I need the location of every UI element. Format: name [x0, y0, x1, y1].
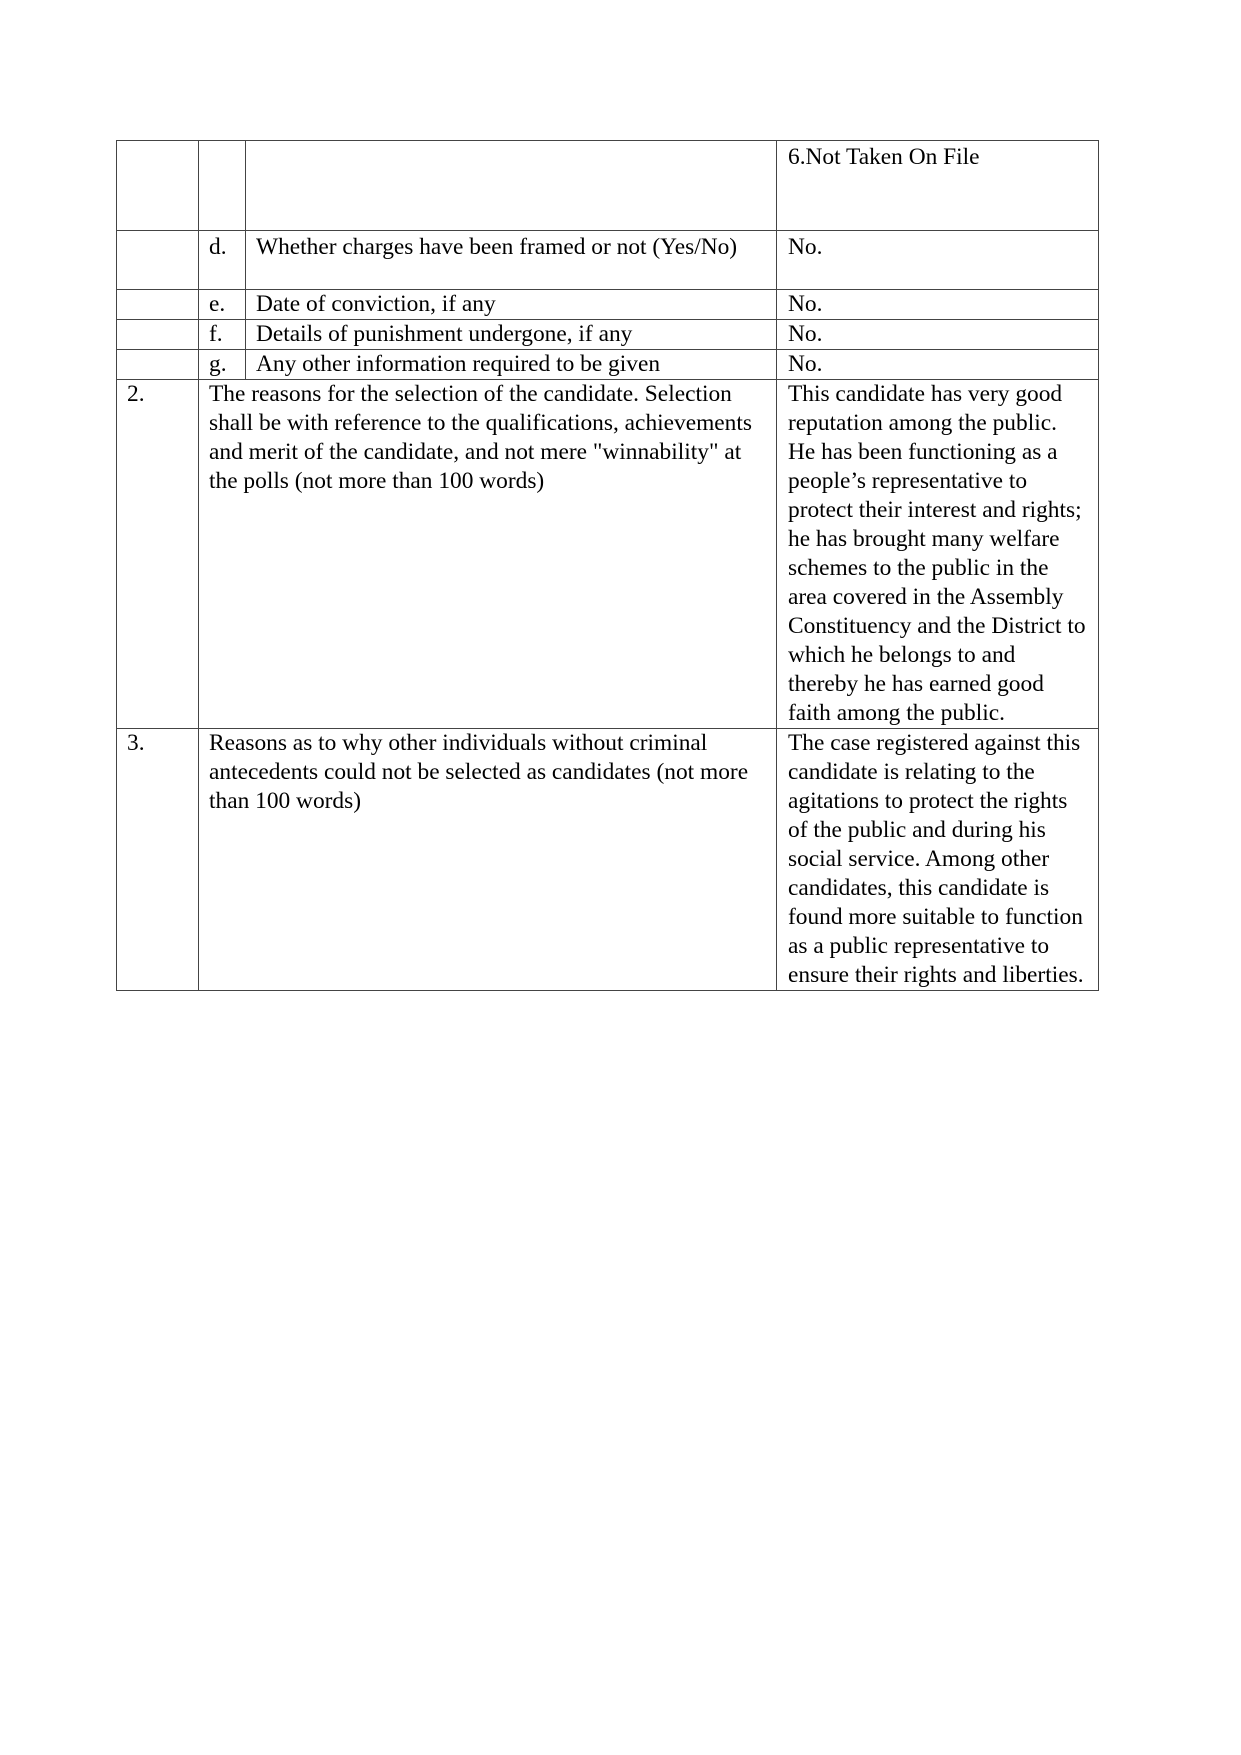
table-row-d	[117, 231, 1099, 290]
question-cell: Date of conviction, if any	[246, 290, 777, 320]
table-row-continued	[117, 141, 1099, 231]
number-cell	[117, 320, 199, 350]
letter-cell: e.	[199, 290, 246, 320]
number-cell	[117, 231, 199, 290]
question-cell: Whether charges have been framed or not (Yes/No)	[246, 231, 777, 290]
section-question: The reasons for the selection of the candidate. Selection shall be with reference to the qualifications, achievements and merit of the candidate, and not mere "winnability" at the polls (not more than 100 words)	[199, 380, 777, 729]
answer-cell: No.	[777, 231, 1099, 290]
table-row-f	[117, 320, 1099, 350]
answer-cell: No.	[777, 320, 1099, 350]
section-answer: The case registered against this candidate is relating to the agitations to protect the rights of the public and during his social service. Among other candidates, this candidate is found more suitable to function as a public representative to ensure their rights and liberties.	[777, 729, 1099, 991]
section-question: Reasons as to why other individuals without criminal antecedents could not be selected as candidates (not more than 100 words)	[199, 729, 777, 991]
question-cell: Details of punishment undergone, if any	[246, 320, 777, 350]
letter-cell: f.	[199, 320, 246, 350]
question-cell	[246, 141, 777, 231]
table-row-e	[117, 290, 1099, 320]
section-number: 2.	[117, 380, 199, 729]
answer-cell: No.	[777, 350, 1099, 380]
answer-cell: No.	[777, 290, 1099, 320]
number-cell	[117, 290, 199, 320]
disclosure-table	[116, 140, 1099, 991]
table-row-section-3	[117, 729, 1099, 991]
answer-cell: 6.Not Taken On File	[777, 141, 1099, 231]
letter-cell: d.	[199, 231, 246, 290]
section-number: 3.	[117, 729, 199, 991]
letter-cell: g.	[199, 350, 246, 380]
number-cell	[117, 350, 199, 380]
table-row-g	[117, 350, 1099, 380]
letter-cell	[199, 141, 246, 231]
question-cell: Any other information required to be given	[246, 350, 777, 380]
number-cell	[117, 141, 199, 231]
table-row-section-2	[117, 380, 1099, 729]
section-answer: This candidate has very good reputation among the public. He has been functioning as a people’s representative to protect their interest and rights; he has brought many welfare schemes to the public in the area covered in the Assembly Constituency and the District to which he belongs to and thereby he has earned good faith among the public.	[777, 380, 1099, 729]
